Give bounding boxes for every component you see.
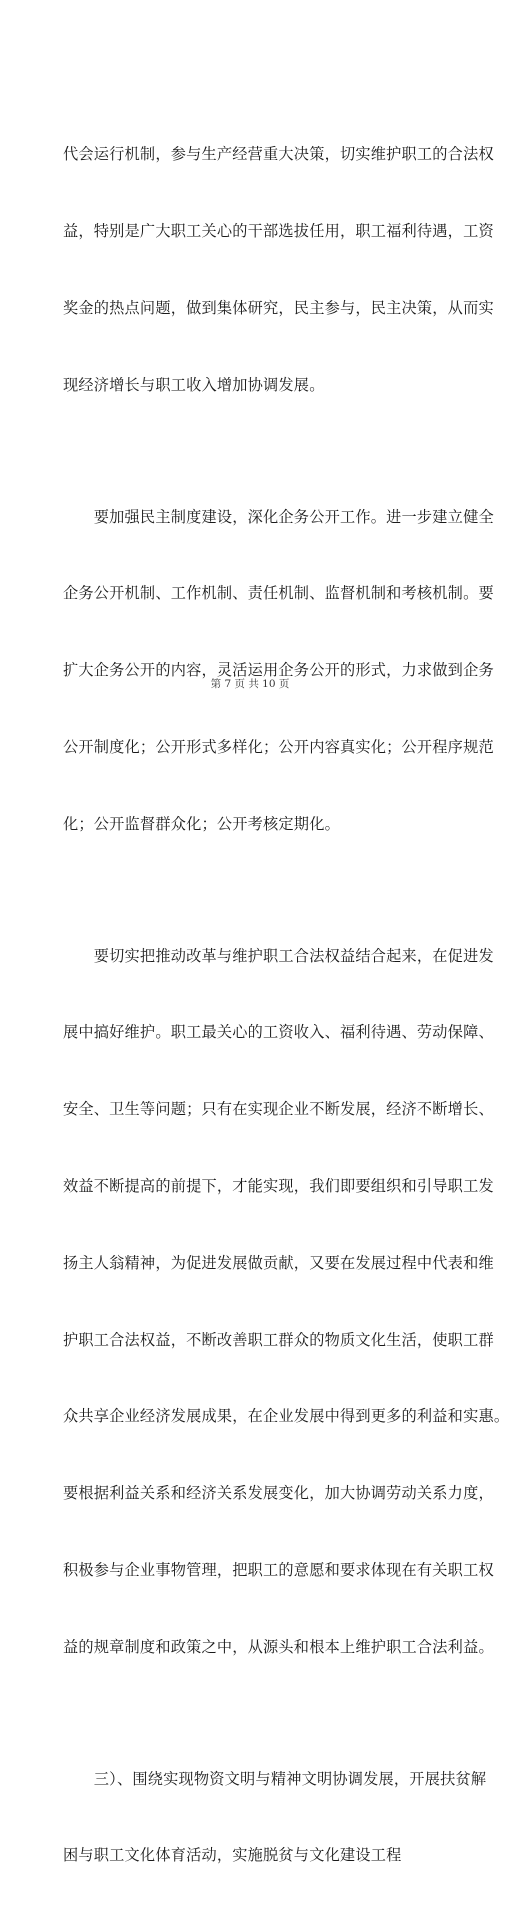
page-footer: 第 7 页 共 10 页 [210,678,290,690]
text-line: 代会运行机制，参与生产经营重大决策，切实维护职工的合法权 [63,145,494,164]
text-line: 现经济增长与职工收入增加协调发展。 [63,375,325,394]
text-line: 护职工合法权益，不断改善职工群众的物质文化生活，使职工群 [63,1330,494,1349]
paragraph-section-three [63,1715,487,1920]
text-line: 益，特别是广大职工关心的干部选拔任用，职工福利待遇，工资 [63,221,494,240]
text-line: 困与职工文化体育活动，实施脱贫与文化建设工程 [63,1846,402,1865]
text-line: 要加强民主制度建设，深化企务公开工作。进一步建立健全 [63,507,494,526]
paragraph-democratic-system [63,453,494,888]
text-line: 三）、围绕实现物资文明与精神文明协调发展，开展扶贫解 [63,1769,487,1788]
text-line: 化；公开监督群众化；公开考核定期化。 [63,814,340,833]
text-line: 众共享企业经济发展成果，在企业发展中得到更多的利益和实惠。 [63,1407,509,1426]
paragraph-reform-and-rights [63,892,509,1711]
text-line: 扬主人翁精神，为促进发展做贡献，又要在发展过程中代表和维 [63,1253,494,1272]
document-body [63,91,509,1920]
text-line: 公开制度化；公开形式多样化；公开内容真实化；公开程序规范 [63,737,494,756]
text-line: 益的规章制度和政策之中，从源头和根本上维护职工合法利益。 [63,1637,494,1656]
paragraph-representative-system [63,91,494,449]
text-line: 效益不断提高的前提下，才能实现，我们即要组织和引导职工发 [63,1176,494,1195]
text-line: 扩大企务公开的内容，灵活运用企务公开的形式，力求做到企务 [63,661,494,680]
text-line: 展中搞好维护。职工最关心的工资收入、福利待遇、劳动保障、 [63,1023,494,1042]
text-line: 要根据利益关系和经济关系发展变化，加大协调劳动关系力度， [63,1484,494,1503]
text-line: 安全、卫生等问题；只有在实现企业不断发展，经济不断增长、 [63,1100,494,1119]
text-line: 积极参与企业事物管理，把职工的意愿和要求体现在有关职工权 [63,1560,494,1579]
text-line: 奖金的热点问题，做到集体研究，民主参与，民主决策，从而实 [63,298,494,317]
text-line: 企务公开机制、工作机制、责任机制、监督机制和考核机制。要 [63,584,494,603]
text-line: 要切实把推动改革与维护职工合法权益结合起来，在促进发 [63,946,494,965]
